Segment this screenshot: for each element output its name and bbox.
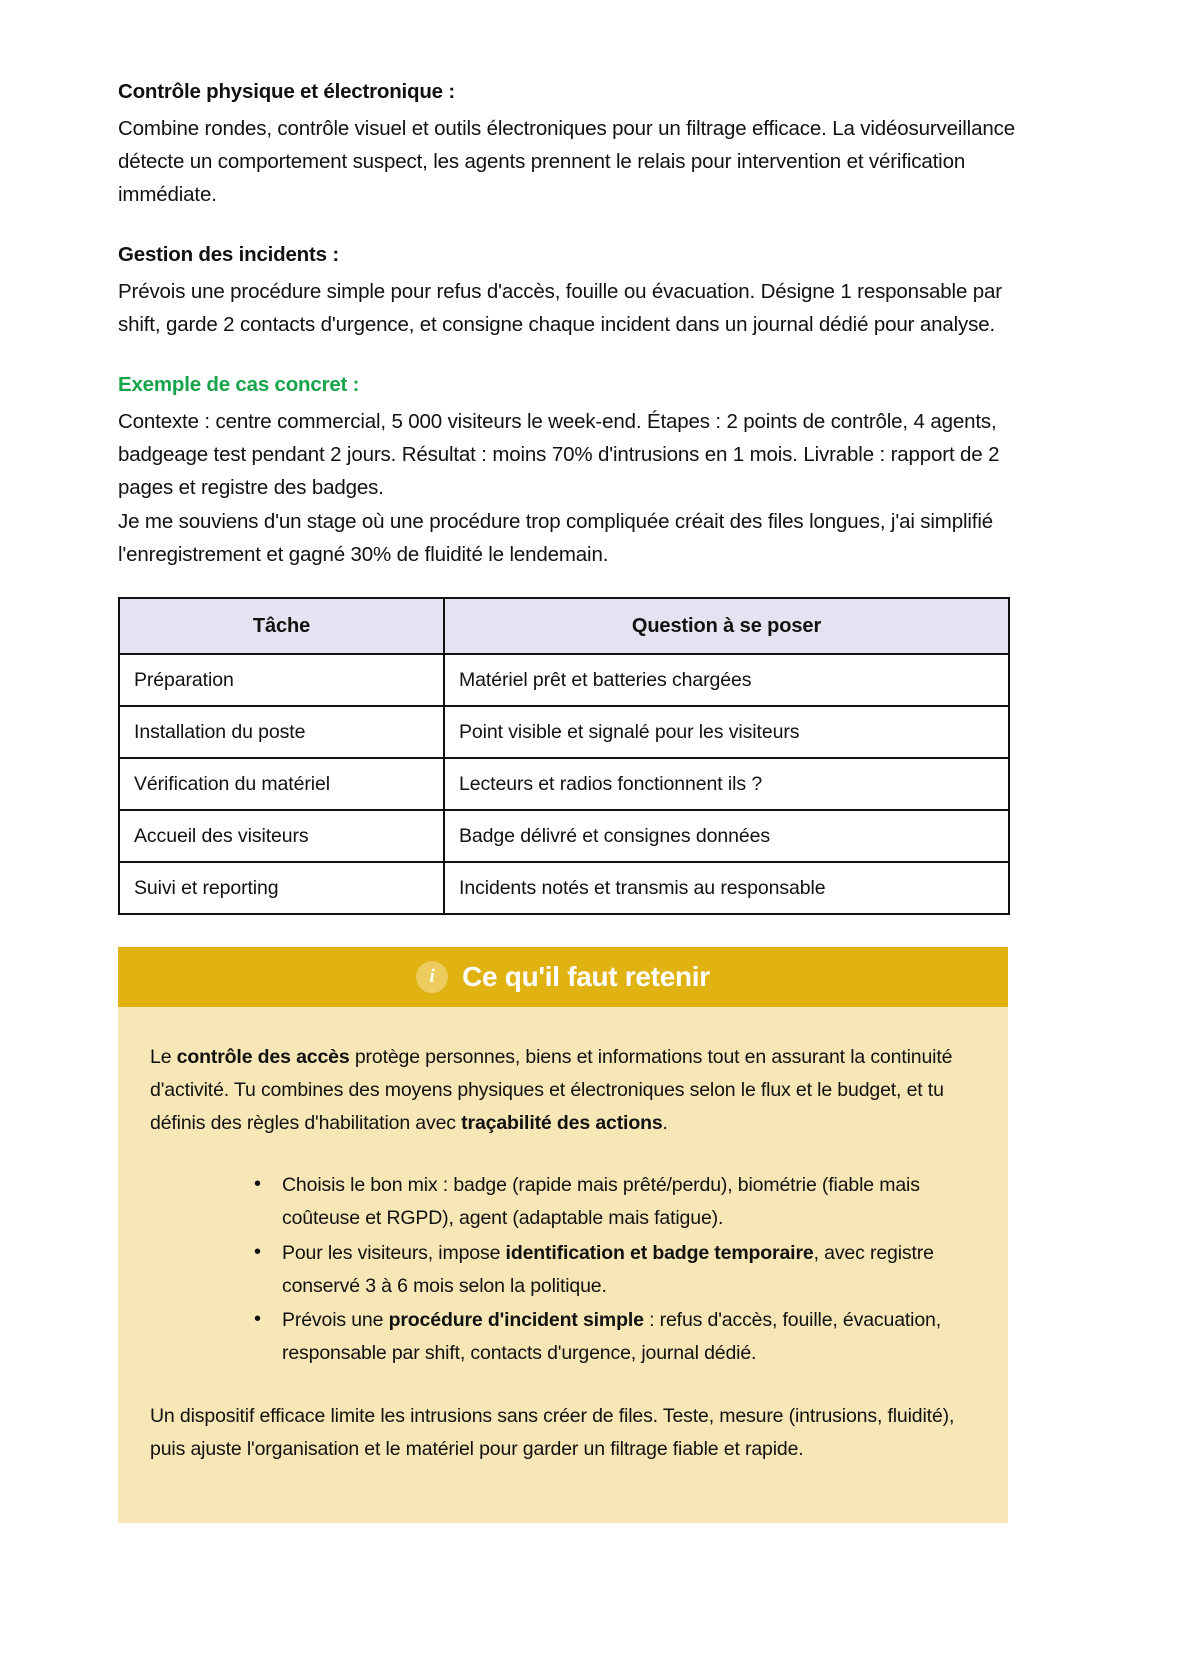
table-cell-question: Incidents notés et transmis au responsable xyxy=(444,862,1009,914)
section-heading: Contrôle physique et électronique : xyxy=(118,80,455,103)
section-body: Combine rondes, contrôle visuel et outils électroniques pour un filtrage efficace. La vidéosurveillance détecte un comportement suspect, les agents prennent le relais pour intervention et vérification immédiate. xyxy=(118,116,1015,207)
table-row xyxy=(119,758,1009,810)
intro-text-1: Le xyxy=(150,1046,177,1069)
task-table xyxy=(118,597,1010,915)
example-paragraph-2: Je me souviens d'un stage où une procédure trop compliquée créait des files longues, j'ai simplifié l'enregistrement et gagné 30% de fluidité le lendemain. xyxy=(118,509,993,566)
section-gestion-incidents xyxy=(118,241,1082,341)
bullet-bold-3: procédure d'incident simple xyxy=(388,1309,644,1332)
callout-bullet-list xyxy=(150,1169,976,1370)
bullet-text-1: Choisis le bon mix : badge (rapide mais prêté/perdu), biométrie (fiable mais coûteuse et RGPD), agent (adaptable mais fatigue). xyxy=(282,1174,920,1230)
list-item xyxy=(254,1304,976,1370)
section-heading: Gestion des incidents : xyxy=(118,243,339,267)
info-icon: i xyxy=(416,961,448,993)
table-cell-question: Lecteurs et radios fonctionnent ils ? xyxy=(444,758,1009,810)
table-cell-task: Préparation xyxy=(119,654,444,706)
table-column-header-question: Question à se poser xyxy=(444,598,1009,654)
table-cell-task: Suivi et reporting xyxy=(119,862,444,914)
bullet-text-3: Prévois une xyxy=(282,1309,389,1332)
table-row xyxy=(119,654,1009,706)
callout-retenir xyxy=(118,947,1008,1523)
table-cell-question: Matériel prêt et batteries chargées xyxy=(444,654,1009,706)
table-column-header-tache: Tâche xyxy=(119,598,444,654)
intro-text-3: . xyxy=(662,1111,668,1134)
task-table-wrapper xyxy=(118,597,1082,915)
section-exemple-cas-concret xyxy=(118,371,1082,571)
callout-body xyxy=(118,1007,1008,1523)
table-cell-question: Point visible et signalé pour les visiteurs xyxy=(444,706,1009,758)
bullet-text-2b: , avec registre conservé 3 à 6 mois selon la politique. xyxy=(282,1241,934,1297)
table-cell-task: Vérification du matériel xyxy=(119,758,444,810)
table-row xyxy=(119,706,1009,758)
callout-header xyxy=(118,947,1008,1007)
bullet-bold-2: identification et badge temporaire xyxy=(505,1241,814,1264)
section-controle-physique xyxy=(118,78,1082,211)
list-item xyxy=(254,1169,976,1235)
example-heading: Exemple de cas concret : xyxy=(118,373,360,397)
callout-closing-paragraph: Un dispositif efficace limite les intrusions sans créer de files. Teste, mesure (intrusions, fluidité), puis ajuste l'organisation et le matériel pour garder un filtrage fiable et rapide. xyxy=(150,1404,955,1460)
table-row xyxy=(119,862,1009,914)
bullet-text-2: Pour les visiteurs, impose xyxy=(282,1241,506,1264)
section-body: Prévois une procédure simple pour refus d'accès, fouille ou évacuation. Désigne 1 responsable par shift, garde 2 contacts d'urgence, et consigne chaque incident dans un journal dédié pour analyse. xyxy=(118,279,1002,337)
table-cell-task: Installation du poste xyxy=(119,706,444,758)
list-item xyxy=(254,1237,976,1303)
intro-bold-1: contrôle des accès xyxy=(176,1046,350,1069)
bullet-text-3b: : refus d'accès, fouille, évacuation, responsable par shift, contacts d'urgence, journal dédié. xyxy=(282,1309,942,1365)
example-paragraph-1: Contexte : centre commercial, 5 000 visiteurs le week-end. Étapes : 2 points de contrôle, 4 agents, badgeage test pendant 2 jours. Résultat : moins 70% d'intrusions en 1 mois. Livrable : rapport de 2 pages et registre des badges. xyxy=(118,410,1000,500)
table-row xyxy=(119,810,1009,862)
table-header-row xyxy=(119,598,1009,654)
table-cell-task: Accueil des visiteurs xyxy=(119,810,444,862)
callout-intro-paragraph xyxy=(150,1041,976,1139)
table-cell-question: Badge délivré et consignes données xyxy=(444,810,1009,862)
intro-text-2: protège personnes, biens et informations tout en assurant la continuité d'activité. Tu combines des moyens physiques et électroniques selon le flux et le budget, et tu définis des règles d'habilitation avec xyxy=(150,1046,953,1134)
callout-title: Ce qu'il faut retenir xyxy=(462,961,710,993)
intro-bold-2: traçabilité des actions xyxy=(461,1111,663,1134)
